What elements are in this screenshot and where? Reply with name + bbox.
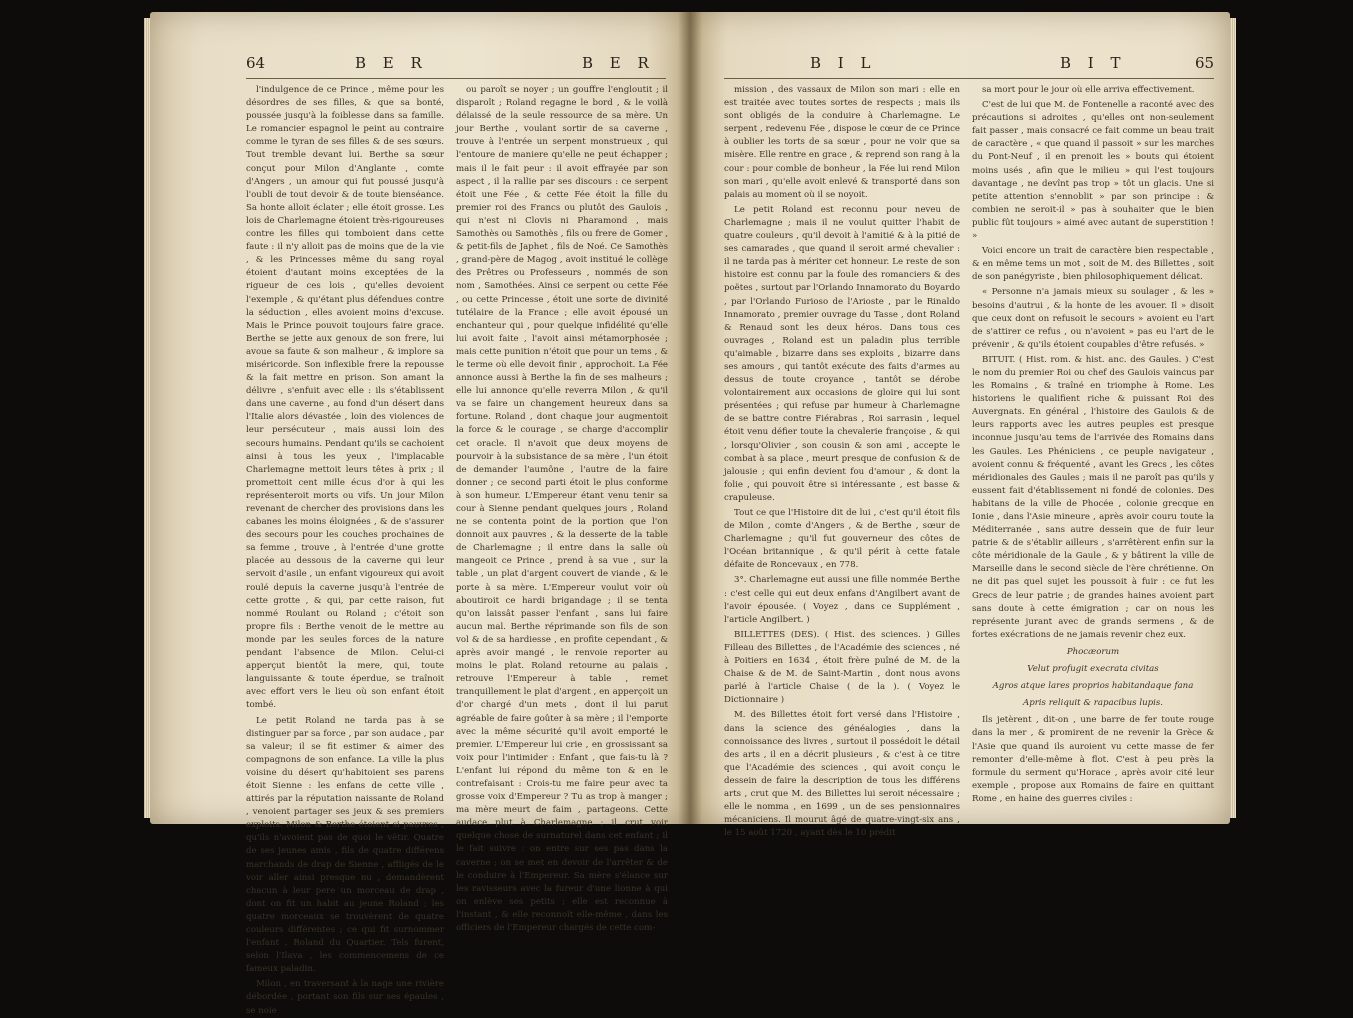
right-page-column-2 [972,84,1214,809]
left-page [150,12,690,1016]
verse-line: Phocæorum [1066,646,1120,657]
running-head-right-1: B I L [810,54,877,72]
paragraph: sa mort pour le jour où elle arriva effectivement. [982,85,1195,95]
page-number-left: 64 [246,54,266,72]
paragraph: C'est de lui que M. de Fontenelle a raconté avec des précautions si adroites , qu'elles ont non-seulement fait passer , mais consacré ce fait comme un beau trait de caractère , « que quand il passoit » sur les marches du Pont-Neuf , il en prenoit les » bouts qui étoient moins usés , afin que le milieu » qui l'est toujours davantage , ne devînt pas trop » tôt un glacis. Une si petite attention s'ennoblit » par son principe : & combien ne seroit-il » pas à souhaiter que le bien public fût toujours » aimé avec autant de superstition ! » [972,100,1214,242]
paragraph: Milon , en traversant à la nage une rivière débordée , portant son fils sur ses épaules , se noie [246,979,444,1016]
paragraph: ou paroît se noyer ; un gouffre l'engloutit ; il disparoît ; Roland regagne le bord , & le voilà délaissé de la seule ressource de sa mère. Un jour Berthe , voulant sortir de sa caverne , trouve à l'entrée un serpent monstrueux , qui l'entoure de maniere qu'elle ne peut échapper ; mais il le fait peur : il avoit effrayée par son aspect , il la rallie par ses discours : ce serpent étoit une Fée , & cette Fée étoit la fille du premier roi des Francs ou plutôt des Gaulois , qui n'est ni Clovis ni Pharamond , mais Samothès ou Samothès , fils ou frere de Gomer , & petit-fils de Japhet , fils de Noé. Ce Samothès , grand-père de Magog , avoit institué le collège des Prêtres ou Professeurs , nommés de son nom , Samothées. Ainsi ce serpent ou cette Fée , ou cette Princesse , étoit une sorte de divinité tutélaire de la France ; elle avoit épousé un enchanteur qui , pour quelque infidélité qu'elle lui avoit faite , l'avoit ainsi métamorphosée ; mais cette punition n'étoit que pour un tems , & le terme où elle devoit finir , approchoit. La Fée annonce aussi à Berthe la fin de ses malheurs ; elle lui annonce qu'elle reverra Milon , & qu'il va se faire un changement heureux dans sa fortune. Roland , dont chaque jour augmentoit la force & le courage , se charge d'accomplir cet oracle. Il n'avoit que deux moyens de pourvoir à la subsistance de sa mère , l'un étoit de demander l'aumône , l'autre de la faire donner ; ce second parti étoit le plus conforme à son humeur. L'Empereur étant venu tenir sa cour à Sienne pendant quelques jours , Roland ne se contenta point de la portion que l'on donnoit aux pauvres , & la desserte de la table de Charlemagne ; il entre dans la salle où mangeoit ce Prince , prend à sa vue , sur la table , un plat d'argent couvert de viande , & le porte à sa mère. L'Empereur voulut voir où aboutiroit ce hardi brigandage ; il se tenta qu'on laissât passer l'enfant , sans lui faire aucun mal. Berthe réprimande son fils de son vol & de sa hardiesse , en profite cependant , & après avoir mangé , le renvoie reporter au moins le plat. Roland retourne au palais , retrouve l'Empereur à table , remet tranquillement le plat d'argent , en apperçoit un d'or chargé d'un mets , dont il lui parut agréable de faire goûter à sa mère ; il l'emporte avec la même sécurité qu'il avoit emporté le premier. L'Empereur lui crie , en grossissant sa voix pour l'intimider : Enfant , que fais-tu là ? L'enfant lui répond du même ton & en le contrefaisant : Crois-tu me faire peur avec ta grosse voix d'Empereur ? Tu as trop à manger ; ma mère meurt de faim , partageons. Cette audace plut à Charlemagne ; il crut voir quelque chose de surnaturel dans cet enfant ; il le fait suivre : on entre sur ses pas dans la caverne ; on se met en devoir de l'arrêter & de le conduire à l'Empereur. Sa mère s'élance sur les ravisseurs avec la fureur d'une lionne à qui on enlève ses petits ; elle est reconnue à l'instant , & elle reconnoît elle-même , dans les officiers de l'Empereur chargés de cette com- [456,85,668,933]
paragraph: BITUIT. ( Hist. rom. & hist. anc. des Gaules. ) C'est le nom du premier Roi ou chef des Gaulois vaincus par les Romains , & traîné en triomphe à Rome. Les historiens le qualifient riche & puissant Roi des Auvergnats. En général , l'histoire des Gaulois & de leurs rapports avec les autres peuples est presque inconnue jusqu'au tems de l'arrivée des Romains dans les Gaules. Les Phéniciens , ce peuple navigateur , avoient connu & fréquenté , avant les Grecs , les côtes méridionales des Gaules ; mais il ne paroît pas qu'ils y eussent fait d'établissement ni fondé de colonies. Des habitans de la ville de Phocée , colonie grecque en Ionie , dans l'Asie mineure , après avoir couru toute la Méditerranée , sans autre dessein que de fuir leur patrie & de s'établir ailleurs , s'arrêtèrent enfin sur la côte méridionale de la Gaule , & y bâtirent la ville de Marseille dans le second siècle de l'ère chrétienne. On ne dit pas quel sujet les poussoit à fuir : ce fut les Grecs de leur patrie ; de grandes haines avoient part sans doute à cette émigration ; car on nous les représente jurant avec de grands sermens , & de fortes exécrations de ne jamais revenir chez eux. [972,354,1214,640]
header-rule-left [246,78,666,79]
verse-line: Velut profugit execrata civitas [1027,664,1159,675]
paragraph: Le petit Roland est reconnu pour neveu de Charlemagne ; mais il ne voulut quitter l'habit de quatre couleurs , qu'il devoit à l'amitié & à la pitié de ses camarades , que quand il seroit armé chevalier : il ne tarda pas à mériter cet honneur. Le reste de son histoire est connu par la foule des romanciers & des poëtes , surtout par l'Orlando Innamorato du Boyardo , par l'Orlando Furioso de l'Arioste , par le Rinaldo Innamorato , premier ouvrage du Tasse , dont Roland & Renaud sont les deux héros. Dans tous ces ouvrages , Roland est un paladin plus terrible qu'aimable , bizarre dans ses exploits , bizarre dans ses amours , qui tantôt exécute des faits d'armes au dessus de toute croyance , tantôt se dérobe volontairement aux occasions de gloire qui lui sont présentées ; qui refuse par humeur à Charlemagne de se battre contre Fiérabras , Roi sarrasin , lequel étoit venu défier toute la chevalerie françoise , & qui , lorsqu'Olivier , son cousin & son ami , accepte le combat à sa place , meurt presque de confusion & de jalousie ; qui enfin devient fou d'amour , & dont la folie , qui pouvoit être si intéressante , est basse & crapuleuse. [724,204,960,503]
paragraph: Voici encore un trait de caractère bien respectable , & en même tems un mot , soit de M. des Billettes , soit de son panégyriste , bien philosophiquement délicat. [972,246,1214,283]
paragraph: Tout ce que l'Histoire dit de lui , c'est qu'il étoit fils de Milon , comte d'Angers , & de Berthe , sœur de Charlemagne ; qu'il fut gouverneur des côtes de l'Océan britannique , & qu'il périt à cette fatale défaite de Roncevaux , en 778. [724,508,960,571]
verse-line: Apris reliquit & rapacibus lupis. [1022,698,1164,709]
header-rule-right [724,78,1214,79]
running-head-left-2: B E R [582,54,655,72]
page-number-right: 65 [1195,54,1215,72]
right-page [690,12,1230,839]
paragraph: BILLETTES (DES). ( Hist. des sciences. ) Gilles Filleau des Billettes , de l'Académie des sciences , né à Poitiers en 1634 , étoit frère puîné de M. de la Chaise & de M. de Saint-Martin , dont nous avons parlé à l'article Chaise ( de la ). ( Voyez le Dictionnaire ) [724,629,960,706]
paragraph: l'indulgence de ce Prince , même pour les désordres de ses filles, & que sa bonté, poussée jusqu'à la foiblesse dans sa famille. Le romancier espagnol le peint au contraire comme le tyran de ses filles & de ses sœurs. Tout tremble devant lui. Berthe sa sœur conçut pour Milon d'Anglante , comte d'Angers , un amour qui fut poussé jusqu'à l'oubli de tout devoir & de toute bienséance. Sa honte alloit éclater ; elle étoit grosse. Les lois de Charlemagne étoient très-rigoureuses contre les filles qui tomboient dans cette faute : il n'y alloit pas de moins que de la vie , & les Princesses même du sang royal étoient d'autant moins exceptées de la rigueur de ces lois , qu'elles devoient l'exemple , & qu'étant plus défendues contre la séduction , elles avoient moins d'excuse. Mais le Prince pouvoit toujours faire grace. Berthe se jette aux genoux de son frere, lui avoue sa faute & son malheur , & implore sa miséricorde. Son inflexible frere la repousse & la fait mettre en prison. Son amant la délivre , s'enfuit avec elle : ils s'établissent dans une caverne , au fond d'un désert dans l'Italie alors dévastée , loin des violences de leur persécuteur , mais aussi loin des secours humains. Pendant qu'ils se cachoient ainsi à tous les yeux , l'implacable Charlemagne mettoit leurs têtes à prix ; il promettoit cent mille écus d'or à qui les représenteroit morts ou vifs. Un jour Milon revenant de chercher des provisions dans les cabanes les moins éloignées , & de s'assurer des secours pour les couches prochaines de sa femme , trouve , à l'entrée d'une grotte placée au dessous de la caverne qui leur servoit d'asile , un enfant vigoureux qui avoit roulé depuis la caverne jusqu'à l'entrée de cette grotte , & qui, par cette raison, fut nommé Roulant ou Roland ; c'étoit son propre fils : Berthe venoit de le mettre au monde par les seules forces de la nature pendant l'absence de Milon. Celui-ci apperçut bientôt la mere, qui, toute languissante & toute éperdue, se traînoit avec effort vers le lieu où son enfant étoit tombé. [246,85,444,711]
open-book [150,12,1215,1016]
paragraph: 3°. Charlemagne eut aussi une fille nommée Berthe : c'est celle qui eut deux enfans d'Angilbert avant de l'avoir épousée. ( Voyez , dans ce Supplément , l'article Angilbert. ) [724,575,960,625]
paragraph: M. des Billettes étoit fort versé dans l'Histoire , dans la science des généalogies , dans la connoissance des livres , surtout il possédoit le détail des arts , il en a décrit plusieurs , & c'est à ce titre que l'Académie des sciences , qui avoit conçu le dessein de faire la description de tous les différens arts , crut que M. des Billettes lui seroit nécessaire ; elle le nomma , en 1699 , un de ses pensionnaires mécaniciens. Il mourut âgé de quatre-vingt-six ans , le 15 août 1720 , ayant dès le 10 prédit [724,710,960,839]
left-page-column-2 [456,84,668,933]
page-edge-right [1230,18,1236,818]
paragraph: « Personne n'a jamais mieux su soulager , & les » besoins d'autrui , & la honte de les avouer. Il » disoit que ceux dont on refusoit le secours » avoient eu l'art de s'attirer ce refus , ou n'avoient » pas eu l'art de le prévenir , & qu'ils étoient coupables d'être refusés. » [972,287,1214,350]
left-page-column-1 [246,84,444,1016]
paragraph: mission , des vassaux de Milon son mari : elle en est traitée avec toutes sortes de respects ; mais ils sont obligés de la conduire à Charlemagne. Le serpent , redevenu Fée , dispose le cœur de ce Prince à oublier les torts de sa sœur , pour ne voir que sa misère. Elle rentre en grace , & reprend son rang à la cour : pour comble de bonheur , la Fée lui rend Milon son mari , qu'elle avoit enlevé & transporté dans son palais au moment où il se noyoit. [724,85,960,200]
paragraph: Le petit Roland ne tarda pas à se distinguer par sa force , par son audace , par sa valeur; il se fit estimer & aimer des compagnons de son enfance. La ville la plus voisine du désert qu'habitoient ses parens étoit Sienne : les enfans de cette ville , attirés par la réputation naissante de Roland , venoient partager ses jeux & ses premiers exploits. Milon & Berthe étoient si pauvres , qu'ils n'avoient pas de quoi le vêtir. Quatre de ses jeunes amis , fils de quatre différens marchands de drap de Sienne , affligés de le voir aller ainsi presque nu , demandèrent chacun à leur pere un morceau de drap , dont on fit un habit au jeune Roland ; les quatre morceaux se trouvèrent de quatre couleurs différentes ; ce qui fit surnommer l'enfant , Roland du Quartier. Tels furent, selon l'Ilava , les commencemens de ce fameux paladin. [246,715,444,975]
right-page-column-1 [724,84,960,839]
running-head-left-1: B E R [355,54,428,72]
verse-line: Agros atque lares proprios habitandaque fana [992,681,1194,692]
running-head-right-2: B I T [1060,54,1127,72]
page-edge-left [144,18,150,818]
paragraph: Ils jetèrent , dit-on , une barre de fer toute rouge dans la mer , & promirent de ne revenir la Grèce & l'Asie que quand ils auroient vu cette masse de fer remonter d'elle-même à flot. C'est à peu près la formule du serment qu'Horace , après avoir cité leur exemple , propose aux Romains de faire en quittant Rome , en haine des guerres civiles : [972,715,1214,804]
book-gutter [678,12,702,824]
